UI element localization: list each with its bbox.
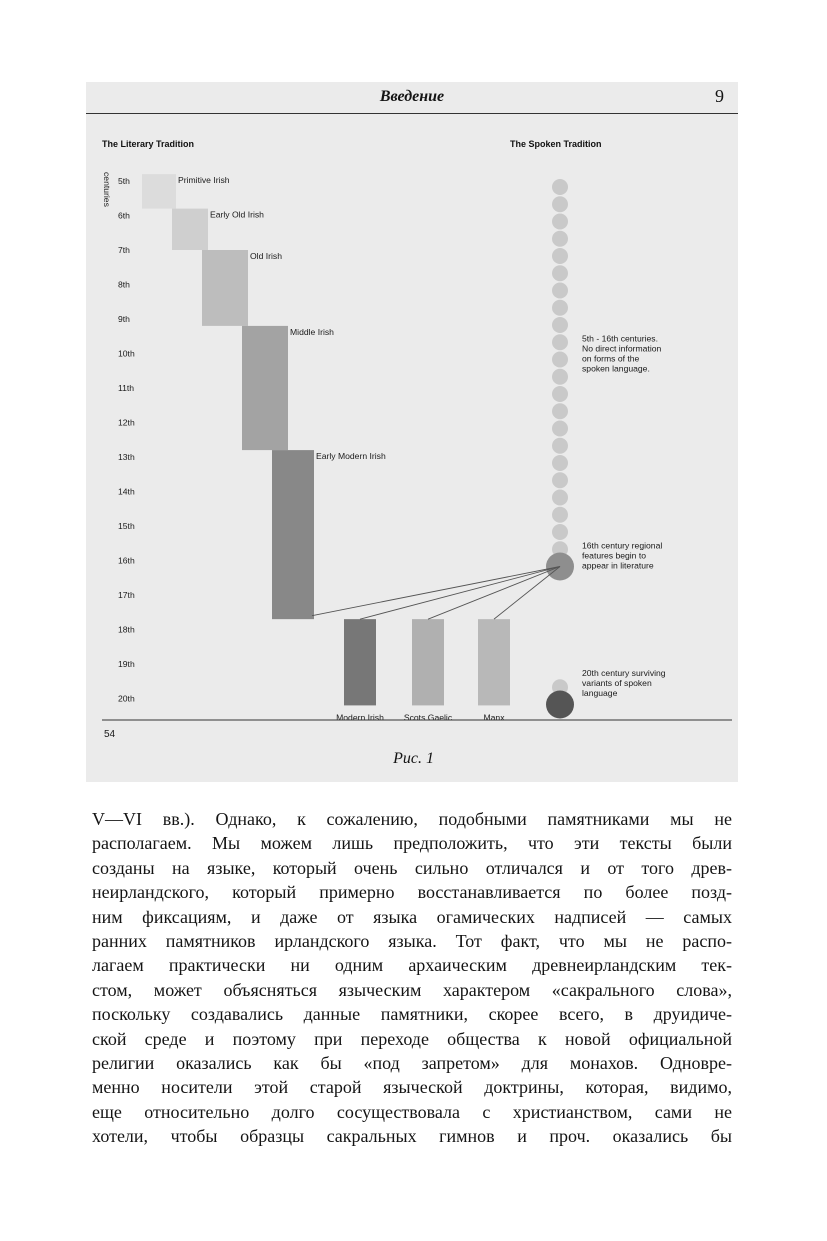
spoken-note-line: on forms of the: [582, 353, 640, 364]
modern-language-label: Manx: [483, 712, 505, 723]
regional-feature-connectors: [312, 567, 560, 620]
century-label: 9th: [118, 314, 130, 324]
spoken-dot: [552, 472, 568, 488]
page-number: 9: [715, 86, 724, 106]
body-line: созданы на языке, который очень сильно отличался и от того древ-: [92, 857, 732, 878]
spoken-dot: [552, 455, 568, 471]
stage-bar: [142, 174, 176, 209]
century-label: 10th: [118, 348, 135, 359]
century-label: 15th: [118, 521, 135, 531]
spoken-dot: [552, 300, 568, 316]
century-label: 12th: [118, 417, 135, 428]
figure-irish-language-timeline: [92, 122, 732, 752]
spoken-note-line: features begin to: [582, 550, 647, 561]
spoken-note-line: appear in literature: [582, 560, 654, 571]
body-line: религии оказались как бы «под запретом» для монахов. Одновре-: [92, 1053, 732, 1074]
century-labels: [118, 176, 135, 704]
body-line: хотели, чтобы образцы сакральных гимнов и проч. оказались бы: [92, 1126, 732, 1147]
stage-label: Early Old Irish: [210, 209, 264, 220]
spoken-note-line: 5th - 16th centuries.: [582, 333, 658, 344]
body-line: стом, может объясняться языческим характером «сакрального слова»,: [92, 979, 732, 1000]
stage-label: Primitive Irish: [178, 175, 230, 186]
century-label: 6th: [118, 210, 130, 221]
body-paragraph: [92, 807, 732, 1149]
connector-line: [312, 567, 560, 616]
body-line: ранних памятников ирландского языка. Тот факт, что мы не распо-: [92, 931, 732, 952]
spoken-dot: [552, 334, 568, 350]
spoken-dot: [552, 438, 568, 454]
spoken-dot: [552, 524, 568, 540]
spoken-tradition-dots: [546, 179, 574, 719]
spoken-dot: [546, 691, 574, 719]
axis-label-centuries: centuries: [102, 172, 112, 207]
modern-language-label: Modern Irish: [336, 712, 384, 723]
spoken-dot: [552, 231, 568, 247]
spoken-note-line: variants of spoken: [582, 678, 652, 689]
century-label: 7th: [118, 245, 130, 255]
modern-language-bar: [412, 619, 444, 705]
century-label: 13th: [118, 452, 135, 462]
running-head-title: Введение: [379, 88, 445, 105]
body-line: ним фиксациям, и даже от языка огамических надписей — самых: [92, 906, 732, 927]
spoken-dot: [552, 265, 568, 281]
timeline-chart: [92, 122, 732, 752]
spoken-note-line: language: [582, 688, 618, 699]
spoken-dot: [552, 352, 568, 368]
stage-label: Early Modern Irish: [316, 451, 386, 462]
body-line: лагаем практически ни одним архаическим древнеирландским тек-: [92, 955, 732, 976]
connector-line: [360, 567, 560, 620]
running-head: [86, 84, 738, 114]
modern-language-bar: [478, 619, 510, 705]
spoken-note-line: 20th century surviving: [582, 668, 666, 679]
century-label: 16th: [118, 555, 135, 566]
spoken-note-line: No direct information: [582, 343, 662, 354]
spoken-tradition-heading: The Spoken Tradition: [510, 139, 602, 149]
spoken-dot: [552, 179, 568, 195]
century-label: 20th: [118, 693, 135, 704]
century-label: 11th: [118, 383, 135, 393]
stage-bar: [272, 450, 314, 619]
body-line: менно носители этой старой языческой доктрины, которая, видимо,: [92, 1077, 732, 1098]
century-label: 19th: [118, 659, 135, 669]
spoken-note: [582, 668, 666, 698]
body-line: V—VI вв.). Однако, к сожалению, подобными памятниками мы не: [92, 809, 732, 829]
spoken-dot: [552, 490, 568, 506]
spoken-dot: [552, 369, 568, 385]
stage-bar: [172, 209, 208, 250]
spoken-dot: [552, 196, 568, 212]
spoken-note-line: 16th century regional: [582, 540, 663, 551]
stage-label: Middle Irish: [290, 326, 334, 337]
spoken-dot: [552, 507, 568, 523]
literary-stage-bars: [142, 174, 386, 619]
body-line: ской среде и поэтому при переходе общества к новой официальной: [92, 1028, 732, 1049]
body-line: неирландского, который примерно восстанавливается по более позд-: [92, 882, 732, 903]
spoken-dot: [552, 317, 568, 333]
spoken-dot: [552, 421, 568, 437]
spoken-note: [582, 334, 662, 374]
modern-language-label: Scots Gaelic: [403, 712, 453, 723]
spoken-dot: [552, 386, 568, 402]
header-rule: [86, 113, 738, 114]
figure-footer-page: 54: [104, 729, 116, 740]
stage-label: Old Irish: [250, 251, 282, 261]
body-line: поскольку создавались данные памятники, скорее всего, в друидиче-: [92, 1004, 732, 1025]
stage-bar: [202, 250, 248, 326]
body-line: располагаем. Мы можем лишь предположить, что эти тексты были: [92, 833, 732, 854]
stage-bar: [242, 326, 288, 450]
spoken-dot: [552, 248, 568, 264]
literary-tradition-heading: The Literary Tradition: [102, 139, 195, 149]
connector-line: [494, 567, 560, 620]
connector-line: [428, 567, 560, 620]
century-label: 8th: [118, 279, 130, 290]
spoken-dot: [552, 403, 568, 419]
century-label: 14th: [118, 486, 135, 497]
century-label: 5th: [118, 176, 130, 186]
spoken-dot: [552, 283, 568, 299]
spoken-note: [582, 541, 662, 571]
century-label: 18th: [118, 624, 135, 635]
figure-caption: Рис. 1: [393, 750, 434, 767]
spoken-tradition-notes: [582, 334, 666, 699]
spoken-note-line: spoken language.: [582, 363, 650, 374]
spoken-dot: [552, 214, 568, 230]
modern-language-bar: [344, 619, 376, 705]
modern-language-bars: [336, 619, 510, 722]
century-label: 17th: [118, 590, 135, 600]
body-line: еще относительно долго сосуществовала с христианством, сами не: [92, 1101, 732, 1122]
